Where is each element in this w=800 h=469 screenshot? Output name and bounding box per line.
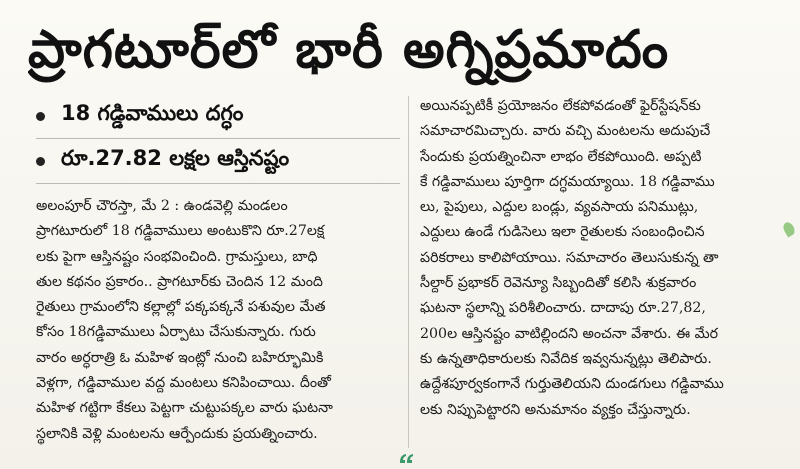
bullet-divider xyxy=(36,183,400,184)
bullet-item xyxy=(36,94,400,138)
text-line: లకు పైగా ఆస్తినష్టం సంభవించింది. గ్రామస్తులు, బాధి xyxy=(36,248,318,265)
text-line: వెళ్లగా, గడ్డివాముల వద్ద మంటలు కనిపించాయి. దీంతో xyxy=(36,375,331,392)
text-line: సీల్దార్ ప్రభాకర్ రెవెన్యూ సిబ్బందితో కలిసి శుక్రవారం xyxy=(420,275,697,292)
bullet-dot-icon xyxy=(36,112,45,121)
text-line: సేందుకు ప్రయత్నించినా లాభం లేకపోయింది. అప్పటి xyxy=(420,148,702,165)
bullet-text: రూ.27.82 లక్షల ఆస్తినష్టం xyxy=(61,146,290,170)
headline: ప్రాగటూర్‌లో భారీ అగ్నిప్రమాదం xyxy=(28,20,670,80)
text-line: అలంపూర్ చౌరస్తా, మే 2 : ఉండవెల్లి మండలం xyxy=(36,198,288,214)
text-line: స్థలానికి వెళ్లి మంటలను ఆర్పేందుకు ప్రయత్నించారు. xyxy=(36,425,318,442)
bullet-dot-icon xyxy=(36,157,45,166)
text-line: సమాచారమిచ్చారు. వారు వచ్చి మంటలను అదుపుచే xyxy=(420,123,711,140)
text-line: లు, పైపులు, ఎద్దుల బండ్లు, వ్యవసాయ పనిముట్లు, xyxy=(420,199,699,216)
text-line: ఘటనా స్థలాన్ని పరిశీలించారు. దాదాపు రూ.27,82, xyxy=(420,300,706,317)
text-line: కోసం 18గడ్డివాములు ఏర్పాటు చేసుకున్నారు. గురు xyxy=(36,324,316,341)
text-line: పరికరాలు కాలిపోయాయి. సమాచారం తెలుసుకున్న తా xyxy=(420,249,719,266)
bullet-item xyxy=(36,139,400,183)
bullet-text: 18 గడ్డివాములు దగ్ధం xyxy=(61,101,244,125)
text-line: 200ల ఆస్తినష్టం వాటిల్లిందని అంచనా వేశారు. ఈ మేర xyxy=(420,325,719,342)
left-column xyxy=(36,94,400,454)
text-line: అయినప్పటికీ ప్రయోజనం లేకపోవడంతో ఫైర్‌స్టేషన్‌కు xyxy=(420,98,701,114)
text-line: మహిళ గట్టిగా కేకలు పెట్టగా చుట్టుపక్కల వారు ఘటనా xyxy=(36,400,333,417)
column-divider xyxy=(408,96,409,448)
text-line: వారం అర్ధరాత్రి ఓ మహిళ ఇంట్లో నుంచి బహిర్భూమికి xyxy=(36,349,324,366)
left-body-text xyxy=(36,194,400,447)
text-line: కు ఉన్నతాధికారులకు నివేదిక ఇవ్వనున్నట్లు తెలిపారు. xyxy=(420,350,712,367)
right-body-text xyxy=(420,94,776,423)
quote-mark-icon xyxy=(398,452,414,464)
text-line: తుల కథనం ప్రకారం.. ప్రాగటూర్‌కు చెందిన 12 మంది xyxy=(36,273,323,290)
right-column xyxy=(420,94,776,454)
text-line: ప్రాగటూరులో 18 గడ్డివాములు అంటుకొని రూ.27లక్ష xyxy=(36,223,325,240)
text-line: ఉద్దేశపూర్వకంగానే గుర్తుతెలియని దుండగులు గడ్డివాము xyxy=(420,376,724,393)
text-line: కే గడ్డివాములు పూర్తిగా దగ్ధమయ్యాయి. 18 గడ్డివాము xyxy=(420,173,715,190)
text-line: రైతులు గ్రామంలోని కల్లాల్లో పక్కపక్కనే పశువుల మేత xyxy=(36,299,326,316)
leaf-mark-icon xyxy=(781,220,797,237)
text-line: ఎద్దులు ఉండే గుడిసెలు ఇలా రైతులకు సంబంధించిన xyxy=(420,224,705,241)
text-line: లకు నిప్పుపెట్టారని అనుమానం వ్యక్తం చేస్తున్నారు. xyxy=(420,401,691,418)
